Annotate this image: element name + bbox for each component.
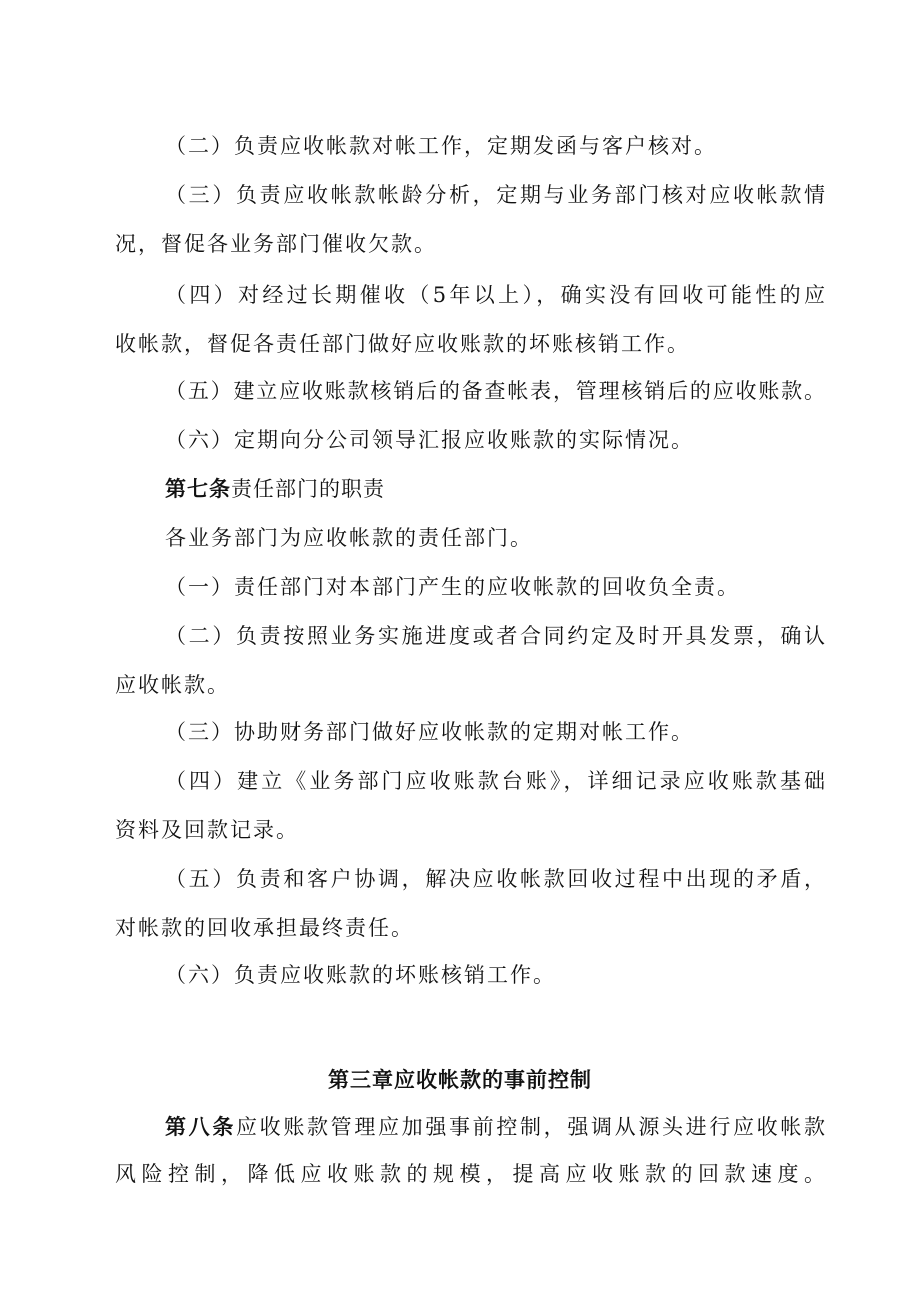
paragraph-line: 资料及回款记录。 xyxy=(115,818,299,842)
paragraph-line: （五）建立应收账款核销后的备查帐表，管理核销后的应收账款。 xyxy=(165,379,825,403)
article-8-line xyxy=(165,1113,825,1141)
paragraph-line: （四）建立《业务部门应收账款台账》，详细记录应收账款基础 xyxy=(165,769,825,793)
paragraph-line: （五）负责和客户协调，解决应收帐款回收过程中出现的矛盾， xyxy=(165,867,825,891)
paragraph-line: 对帐款的回收承担最终责任。 xyxy=(115,916,414,940)
article-7-title: 责任部门的职责 xyxy=(231,477,385,501)
paragraph-line: （一）责任部门对本部门产生的应收帐款的回收负全责。 xyxy=(165,575,740,599)
chapter-3-heading: 第三章应收帐款的事前控制 xyxy=(328,1067,592,1092)
paragraph-line: 收帐款，督促各责任部门做好应收账款的坏账核销工作。 xyxy=(115,332,690,356)
paragraph-line: （二）负责按照业务实施进度或者合同约定及时开具发票，确认 xyxy=(165,624,825,648)
article-7-heading xyxy=(165,475,825,503)
article-7-label: 第七条 xyxy=(165,476,231,501)
paragraph-line: 况，督促各业务部门催收欠款。 xyxy=(115,232,437,256)
article-8-label: 第八条 xyxy=(165,1114,236,1139)
paragraph-line: （二）负责应收帐款对帐工作，定期发函与客户核对。 xyxy=(165,134,717,158)
paragraph-line: （六）定期向分公司领导汇报应收账款的实际情况。 xyxy=(165,428,694,452)
paragraph-line: 应收帐款。 xyxy=(115,673,230,697)
paragraph-line: 风险控制，降低应收账款的规模，提高应收账款的回款速度。 xyxy=(115,1162,825,1186)
paragraph-line: （四）对经过长期催收（5年以上），确实没有回收可能性的应 xyxy=(165,283,825,307)
article-8-text: 应收账款管理应加强事前控制，强调从源头进行应收帐款 xyxy=(236,1115,825,1139)
paragraph-line: （三）负责应收帐款帐龄分析，定期与业务部门核对应收帐款情 xyxy=(165,183,825,207)
paragraph-line: （六）负责应收账款的坏账核销工作。 xyxy=(165,963,556,987)
paragraph-line: （三）协助财务部门做好应收帐款的定期对帐工作。 xyxy=(165,720,694,744)
paragraph-line: 各业务部门为应收帐款的责任部门。 xyxy=(165,526,533,550)
